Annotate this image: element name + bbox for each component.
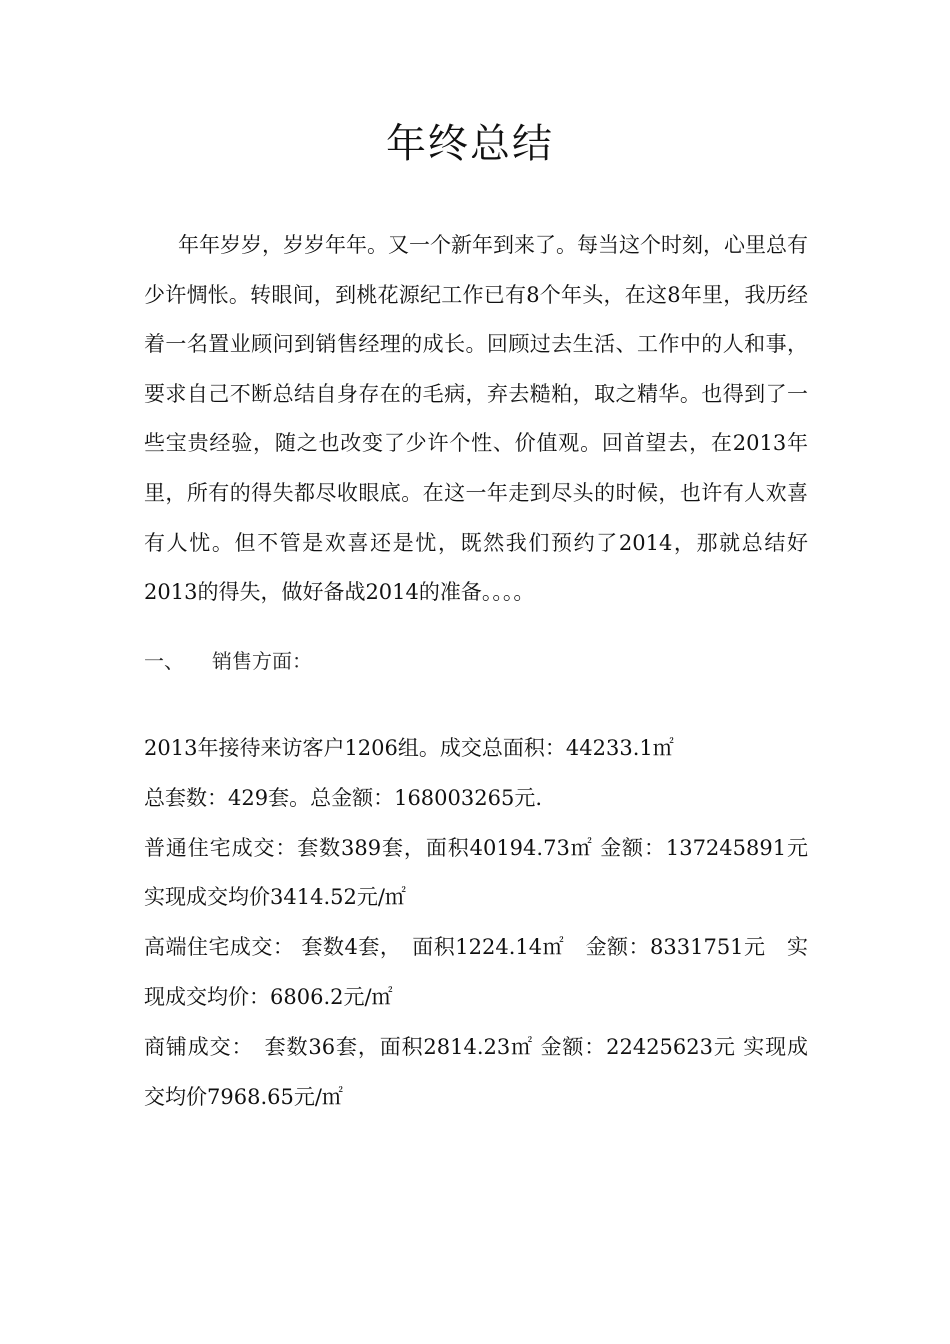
section-number: 一、: [144, 649, 184, 673]
section-title: 销售方面：: [212, 649, 312, 673]
stat-high-end-residential: 高端住宅成交： 套数4套， 面积1224.14㎡ 金额：8331751元 实现成交均价：6806.2元/㎡: [144, 935, 808, 1009]
sales-stats-list: [144, 724, 808, 1122]
stat-residential: 普通住宅成交：套数389套，面积40194.73㎡ 金额：137245891元 实现成交均价3414.52元/㎡: [144, 835, 808, 910]
page-title: 年终总结: [386, 121, 554, 167]
intro-paragraph: 年年岁岁，岁岁年年。又一个新年到来了。每当这个时刻，心里总有少许惆怅。转眼间，到桃花源纪工作已有8个年头，在这8年里，我历经着一名置业顾问到销售经理的成长。回顾过去生活、工作中的人和事，要求自己不断总结自身存在的毛病，弃去糙粕，取之精华。也得到了一些宝贵经验，随之也改变了少许个性、价值观。回首望去，在2013年里，所有的得失都尽收眼底。在这一年走到尽头的时候，也许有人欢喜有人忧。但不管是欢喜还是忧，既然我们预约了2014，那就总结好2013的得失，做好备战2014的准备。。。。: [144, 233, 808, 605]
stat-total-units-amount: 总套数：429套。总金额：168003265元.: [144, 785, 543, 810]
section-heading-sales: [144, 645, 312, 677]
stat-shops: 商铺成交： 套数36套，面积2814.23㎡ 金额：22425623元 实现成交均价7968.65元/㎡: [144, 1034, 808, 1109]
stat-visitors-area: 2013年接待来访客户1206组。成交总面积：44233.1㎡: [144, 736, 674, 760]
